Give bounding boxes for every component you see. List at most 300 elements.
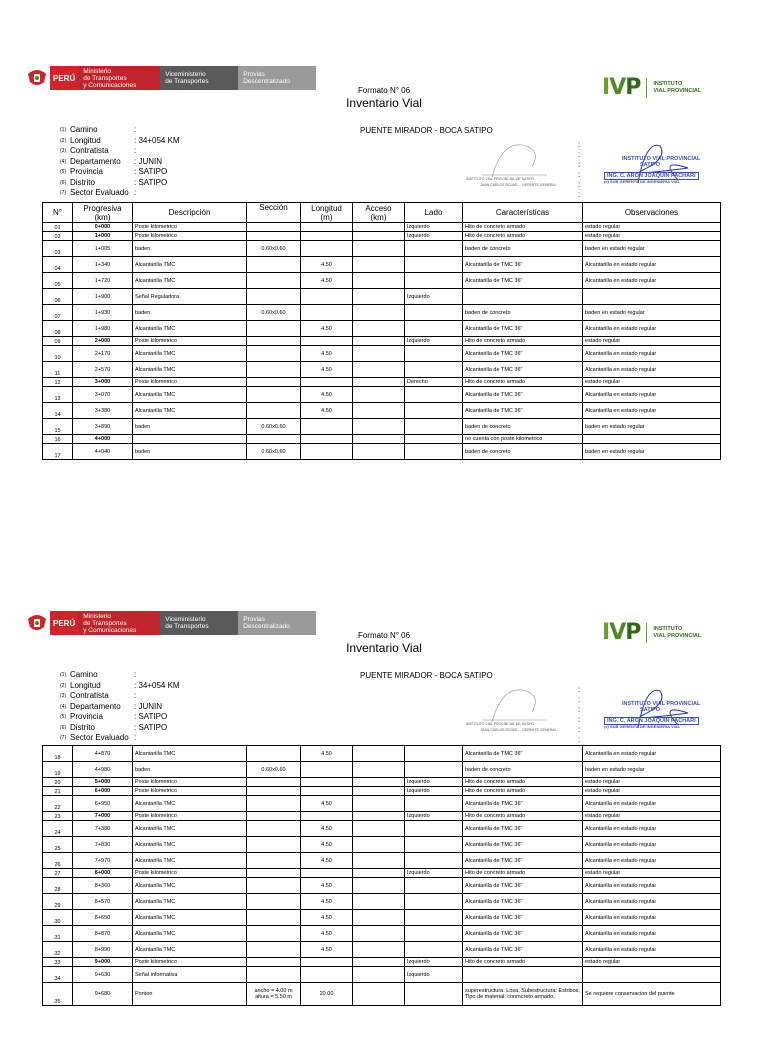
row-number: 31 (43, 926, 73, 942)
row-descripcion: Alcantarilla TMC (133, 362, 247, 378)
row-number: 20 (43, 778, 73, 787)
table-row (43, 942, 721, 958)
row-caracteristicas: Hito de concreto armado (463, 232, 583, 241)
row-progresiva: 8+650 (73, 910, 133, 926)
row-observaciones: baden en estado regular (583, 762, 721, 778)
field-provincia: (5) Provincia : SATIPO (60, 712, 168, 721)
row-descripcion: Alcantarilla TMC (133, 878, 247, 894)
table-row (43, 273, 721, 289)
row-seccion: 0.60x0.60 (247, 241, 301, 257)
row-acceso (353, 983, 405, 1006)
row-longitud: 4.50 (301, 746, 353, 762)
field-sector: (7) Sector Evaluado : (60, 188, 137, 197)
row-descripcion: Alcantarilla TMC (133, 837, 247, 853)
signature-icon (462, 682, 558, 734)
row-seccion: 0.60x0.60 (247, 444, 301, 460)
row-progresiva: 4+980 (73, 762, 133, 778)
row-acceso (353, 273, 405, 289)
row-observaciones: estado regular (583, 337, 721, 346)
formato-number: Formato N° 06 (357, 631, 411, 640)
row-observaciones: estado regular (583, 787, 721, 796)
signature-stamp-left: INSTITUTO VIAL PROVINCIAL DE SATIPO JUAN CARLOS ROJAS ... GERENTE GENERAL (462, 682, 558, 734)
row-observaciones: baden en estado regular (583, 444, 721, 460)
row-lado (405, 273, 463, 289)
row-descripcion: Alcantarilla TMC (133, 257, 247, 273)
row-caracteristicas: Alcantarilla de TMC 36" (463, 746, 583, 762)
row-acceso (353, 796, 405, 812)
table-row (43, 796, 721, 812)
row-caracteristicas: Alcantarilla de TMC 36" (463, 853, 583, 869)
row-caracteristicas: Alcantarilla de TMC 36" (463, 273, 583, 289)
row-descripcion: Señal informativa (133, 967, 247, 983)
document-page-1 (0, 0, 768, 512)
row-progresiva: 8+990 (73, 942, 133, 958)
row-lado (405, 762, 463, 778)
row-descripcion: Poste kilometrico (133, 223, 247, 232)
row-acceso (353, 926, 405, 942)
row-progresiva: 8+870 (73, 926, 133, 942)
row-acceso (353, 223, 405, 232)
table-row (43, 403, 721, 419)
row-caracteristicas: no cuenta con poste kilometrico (463, 435, 583, 444)
document-title: Inventario Vial (346, 641, 422, 655)
row-lado (405, 321, 463, 337)
row-observaciones: estado regular (583, 812, 721, 821)
tramo-name: PUENTE MIRADOR - BOCA SATIPO (360, 126, 493, 135)
row-caracteristicas (463, 289, 583, 305)
row-descripcion: baden (133, 419, 247, 435)
row-number: 10 (43, 346, 73, 362)
row-acceso (353, 878, 405, 894)
row-descripcion: Ponton (133, 983, 247, 1006)
row-descripcion: Alcantarilla TMC (133, 926, 247, 942)
row-lado: Izquierdo (405, 869, 463, 878)
row-seccion (247, 321, 301, 337)
ivp-logo: IVP INSTITUTO VIAL PROVINCIAL (602, 620, 702, 645)
row-longitud: 4.50 (301, 257, 353, 273)
table-row (43, 812, 721, 821)
provias-block: Provias Descentralizado (238, 611, 316, 635)
row-acceso (353, 787, 405, 796)
row-progresiva: 1+930 (73, 305, 133, 321)
row-progresiva: 9+680 (73, 983, 133, 1006)
row-acceso (353, 967, 405, 983)
viceministerio-block: Viceministerio de Transportes (160, 66, 238, 90)
row-descripcion: Alcantarilla TMC (133, 346, 247, 362)
row-number: 22 (43, 796, 73, 812)
row-acceso (353, 232, 405, 241)
row-seccion (247, 403, 301, 419)
row-acceso (353, 378, 405, 387)
row-lado (405, 983, 463, 1006)
row-number: 19 (43, 762, 73, 778)
row-progresiva: 2+170 (73, 346, 133, 362)
row-number: 30 (43, 910, 73, 926)
row-longitud: 4.50 (301, 853, 353, 869)
row-longitud (301, 958, 353, 967)
row-number: 26 (43, 853, 73, 869)
ivp-logo: IVP INSTITUTO VIAL PROVINCIAL (602, 75, 702, 100)
header-fields (60, 125, 180, 199)
row-longitud: 20.00 (301, 983, 353, 1006)
row-acceso (353, 958, 405, 967)
row-lado (405, 435, 463, 444)
ivp-mark-icon: IVP (602, 75, 641, 100)
row-longitud (301, 223, 353, 232)
field-sector: (7) Sector Evaluado : (60, 733, 137, 742)
row-acceso (353, 419, 405, 435)
table-row (43, 241, 721, 257)
row-seccion (247, 289, 301, 305)
row-progresiva: 1+000 (73, 232, 133, 241)
row-descripcion: baden (133, 305, 247, 321)
row-number: 15 (43, 419, 73, 435)
row-observaciones: Alcantarilla en estado regular (583, 910, 721, 926)
row-observaciones: Alcantarilla en estado regular (583, 796, 721, 812)
row-lado: Izquierdo (405, 967, 463, 983)
row-acceso (353, 821, 405, 837)
row-longitud (301, 305, 353, 321)
row-number: 12 (43, 378, 73, 387)
row-caracteristicas (463, 967, 583, 983)
row-seccion (247, 223, 301, 232)
row-observaciones: Alcantarilla en estado regular (583, 273, 721, 289)
row-acceso (353, 746, 405, 762)
peru-label: PERÚ (50, 66, 78, 90)
row-progresiva: 3+070 (73, 387, 133, 403)
field-departamento: (4) Departamento : JUNIN (60, 156, 162, 166)
row-number: 35 (43, 983, 73, 1006)
row-caracteristicas: Alcantarilla de TMC 36" (463, 403, 583, 419)
row-caracteristicas: Alcantarilla de TMC 36" (463, 346, 583, 362)
row-observaciones (583, 435, 721, 444)
row-longitud: 4.50 (301, 362, 353, 378)
row-caracteristicas: baden de concreto (463, 762, 583, 778)
provias-block: Provias Descentralizado (238, 66, 316, 90)
row-observaciones: Alcantarilla en estado regular (583, 403, 721, 419)
table-row (43, 321, 721, 337)
row-observaciones: estado regular (583, 378, 721, 387)
row-seccion (247, 257, 301, 273)
row-observaciones: estado regular (583, 232, 721, 241)
row-acceso (353, 837, 405, 853)
field-distrito: (6) Distrito : SATIPO (60, 722, 168, 732)
row-observaciones: Alcantarilla en estado regular (583, 837, 721, 853)
row-longitud (301, 337, 353, 346)
colon-column: : : : : : : (578, 140, 581, 199)
row-acceso (353, 289, 405, 305)
row-seccion (247, 812, 301, 821)
row-caracteristicas: Alcantarilla de TMC 36" (463, 878, 583, 894)
row-seccion (247, 869, 301, 878)
row-seccion (247, 378, 301, 387)
signature-stamp-right: INSTITUTO VIAL PROVINCIAL SATIPO ING. C. ARON JOAQUIN PACHARI (e) SUB GERENTE DE INGENIERIA VIAL (598, 138, 710, 188)
row-seccion (247, 796, 301, 812)
row-progresiva: 3+890 (73, 419, 133, 435)
row-acceso (353, 346, 405, 362)
row-acceso (353, 241, 405, 257)
row-longitud: 4.50 (301, 878, 353, 894)
row-descripcion: Alcantarilla TMC (133, 894, 247, 910)
row-lado (405, 305, 463, 321)
row-number: 01 (43, 223, 73, 232)
row-descripcion: baden (133, 241, 247, 257)
row-caracteristicas: Alcantarilla de TMC 36" (463, 362, 583, 378)
row-seccion (247, 910, 301, 926)
inventory-table (42, 745, 721, 1006)
row-descripcion: Alcantarilla TMC (133, 942, 247, 958)
field-camino: (1) Camino : (60, 125, 137, 134)
row-number: 08 (43, 321, 73, 337)
row-number: 05 (43, 273, 73, 289)
row-caracteristicas: Alcantarilla de TMC 36" (463, 321, 583, 337)
table-row (43, 821, 721, 837)
table-row (43, 419, 721, 435)
row-progresiva: 0+000 (73, 223, 133, 232)
row-lado (405, 362, 463, 378)
row-acceso (353, 812, 405, 821)
row-lado (405, 821, 463, 837)
row-longitud (301, 869, 353, 878)
ivp-mark-icon: IVP (602, 620, 641, 645)
row-acceso (353, 778, 405, 787)
row-descripcion: Alcantarilla TMC (133, 910, 247, 926)
row-lado (405, 910, 463, 926)
row-lado: Izquierdo (405, 289, 463, 305)
row-number: 27 (43, 869, 73, 878)
row-descripcion: Alcantarilla TMC (133, 403, 247, 419)
row-seccion (247, 926, 301, 942)
row-longitud: 4.50 (301, 942, 353, 958)
field-camino: (1) Camino : (60, 670, 137, 679)
row-caracteristicas: Alcantarilla de TMC 36" (463, 796, 583, 812)
row-observaciones: Alcantarilla en estado regular (583, 746, 721, 762)
row-number: 11 (43, 362, 73, 378)
row-observaciones: estado regular (583, 869, 721, 878)
row-progresiva: 7+970 (73, 853, 133, 869)
table-row (43, 958, 721, 967)
row-caracteristicas: Alcantarilla de TMC 36" (463, 894, 583, 910)
ministerio-block: Ministerio de Transportes y Comunicaciones (78, 611, 160, 635)
row-descripcion: Poste kilometrico (133, 787, 247, 796)
row-observaciones: baden en estado regular (583, 419, 721, 435)
row-lado: Izquierdo (405, 223, 463, 232)
row-lado (405, 241, 463, 257)
row-observaciones (583, 289, 721, 305)
col-longitud: Longitud (m) (301, 203, 353, 223)
row-longitud (301, 787, 353, 796)
row-lado: Izquierdo (405, 337, 463, 346)
row-observaciones: Alcantarilla en estado regular (583, 853, 721, 869)
table-row (43, 337, 721, 346)
row-progresiva: 4+870 (73, 746, 133, 762)
row-acceso (353, 762, 405, 778)
tramo-name: PUENTE MIRADOR - BOCA SATIPO (360, 671, 493, 680)
row-number: 09 (43, 337, 73, 346)
row-lado: Izquierdo (405, 232, 463, 241)
row-seccion (247, 894, 301, 910)
field-longitud: (2) Longitud : 34+054 KM (60, 135, 180, 145)
row-seccion (247, 232, 301, 241)
row-descripcion: baden (133, 444, 247, 460)
row-descripcion: Poste kilometrico (133, 778, 247, 787)
row-lado (405, 796, 463, 812)
document-title: Inventario Vial (346, 96, 422, 110)
row-caracteristicas: Alcantarilla de TMC 36" (463, 926, 583, 942)
row-acceso (353, 444, 405, 460)
row-descripcion: Alcantarilla TMC (133, 321, 247, 337)
row-longitud (301, 378, 353, 387)
row-number: 25 (43, 837, 73, 853)
table-row (43, 378, 721, 387)
row-longitud (301, 419, 353, 435)
table-row (43, 910, 721, 926)
ministerio-block: Ministerio de Transportes y Comunicaciones (78, 66, 160, 90)
row-progresiva: 1+340 (73, 257, 133, 273)
row-longitud (301, 444, 353, 460)
row-progresiva: 4+040 (73, 444, 133, 460)
row-number: 24 (43, 821, 73, 837)
row-seccion (247, 967, 301, 983)
row-descripcion: Poste kilometrico (133, 378, 247, 387)
row-progresiva: 6+000 (73, 787, 133, 796)
row-caracteristicas: Alcantarilla de TMC 36" (463, 821, 583, 837)
row-seccion (247, 746, 301, 762)
row-seccion (247, 778, 301, 787)
col-acceso: Acceso (km) (353, 203, 405, 223)
row-caracteristicas: Hito de concreto armado (463, 337, 583, 346)
row-progresiva: 6+950 (73, 796, 133, 812)
field-departamento: (4) Departamento : JUNIN (60, 701, 162, 711)
row-longitud: 4.50 (301, 273, 353, 289)
row-longitud (301, 812, 353, 821)
row-descripcion: Señal Reguladora (133, 289, 247, 305)
col-observaciones: Observaciones (583, 203, 721, 223)
row-caracteristicas: Hito de concreto armado (463, 958, 583, 967)
row-number: 32 (43, 942, 73, 958)
row-number: 14 (43, 403, 73, 419)
table-row (43, 926, 721, 942)
row-number: 16 (43, 435, 73, 444)
document-page-2 (0, 545, 768, 1057)
table-row (43, 289, 721, 305)
row-lado (405, 878, 463, 894)
table-row (43, 232, 721, 241)
row-observaciones: Alcantarilla en estado regular (583, 821, 721, 837)
row-lado (405, 926, 463, 942)
row-longitud: 4.50 (301, 321, 353, 337)
row-acceso (353, 910, 405, 926)
row-acceso (353, 403, 405, 419)
table-row (43, 762, 721, 778)
row-lado (405, 257, 463, 273)
row-caracteristicas: Hito de concreto armado (463, 812, 583, 821)
row-seccion (247, 273, 301, 289)
signature-icon (462, 137, 558, 189)
row-lado (405, 387, 463, 403)
row-observaciones: Alcantarilla en estado regular (583, 894, 721, 910)
row-lado (405, 853, 463, 869)
row-seccion: 0.60x0.60 (247, 305, 301, 321)
row-observaciones: Alcantarilla en estado regular (583, 257, 721, 273)
row-progresiva: 7+380 (73, 821, 133, 837)
row-caracteristicas: Hito de concreto armado (463, 869, 583, 878)
field-contratista: (3) Contratista : (60, 146, 137, 155)
table-row (43, 305, 721, 321)
viceministerio-block: Viceministerio de Transportes (160, 611, 238, 635)
row-progresiva: 3+380 (73, 403, 133, 419)
table-row (43, 257, 721, 273)
row-lado (405, 403, 463, 419)
row-progresiva: 5+000 (73, 778, 133, 787)
row-descripcion: Alcantarilla TMC (133, 853, 247, 869)
field-distrito: (6) Distrito : SATIPO (60, 177, 168, 187)
row-lado: Izquierdo (405, 787, 463, 796)
row-acceso (353, 337, 405, 346)
row-caracteristicas: baden de concreto (463, 241, 583, 257)
row-lado: Izquierdo (405, 778, 463, 787)
table-row (43, 746, 721, 762)
row-seccion (247, 435, 301, 444)
row-progresiva: 1+900 (73, 289, 133, 305)
row-descripcion: Alcantarilla TMC (133, 796, 247, 812)
row-number: 07 (43, 305, 73, 321)
row-caracteristicas: Alcantarilla de TMC 36" (463, 837, 583, 853)
table-row (43, 894, 721, 910)
row-seccion: 0.60x0.60 (247, 762, 301, 778)
row-seccion (247, 821, 301, 837)
table-row (43, 787, 721, 796)
row-lado: Derecho (405, 378, 463, 387)
row-observaciones: Alcantarilla en estado regular (583, 387, 721, 403)
row-caracteristicas: Alcantarilla de TMC 36" (463, 257, 583, 273)
header-fields (60, 670, 180, 744)
row-progresiva: 2+000 (73, 337, 133, 346)
row-progresiva: 1+005 (73, 241, 133, 257)
field-provincia: (5) Provincia : SATIPO (60, 167, 168, 176)
row-seccion (247, 346, 301, 362)
row-longitud: 4.50 (301, 387, 353, 403)
row-acceso (353, 387, 405, 403)
row-observaciones (583, 967, 721, 983)
row-observaciones: baden en estado regular (583, 305, 721, 321)
row-longitud: 4.50 (301, 926, 353, 942)
table-row (43, 387, 721, 403)
row-number: 13 (43, 387, 73, 403)
row-number: 02 (43, 232, 73, 241)
row-acceso (353, 362, 405, 378)
row-longitud (301, 435, 353, 444)
row-descripcion: Alcantarilla TMC (133, 387, 247, 403)
row-caracteristicas: Alcantarilla de TMC 36" (463, 387, 583, 403)
row-acceso (353, 894, 405, 910)
row-number: 18 (43, 746, 73, 762)
row-acceso (353, 305, 405, 321)
row-longitud (301, 241, 353, 257)
row-acceso (353, 257, 405, 273)
row-descripcion: baden (133, 762, 247, 778)
col-progresiva: Progresiva (km) (73, 203, 133, 223)
row-observaciones: estado regular (583, 778, 721, 787)
row-progresiva: 9+630 (73, 967, 133, 983)
row-longitud (301, 967, 353, 983)
row-observaciones: Se requiere conservacion del puente (583, 983, 721, 1006)
row-longitud (301, 232, 353, 241)
row-longitud (301, 762, 353, 778)
row-seccion (247, 837, 301, 853)
row-seccion (247, 853, 301, 869)
row-caracteristicas: Alcantarilla de TMC 36" (463, 910, 583, 926)
